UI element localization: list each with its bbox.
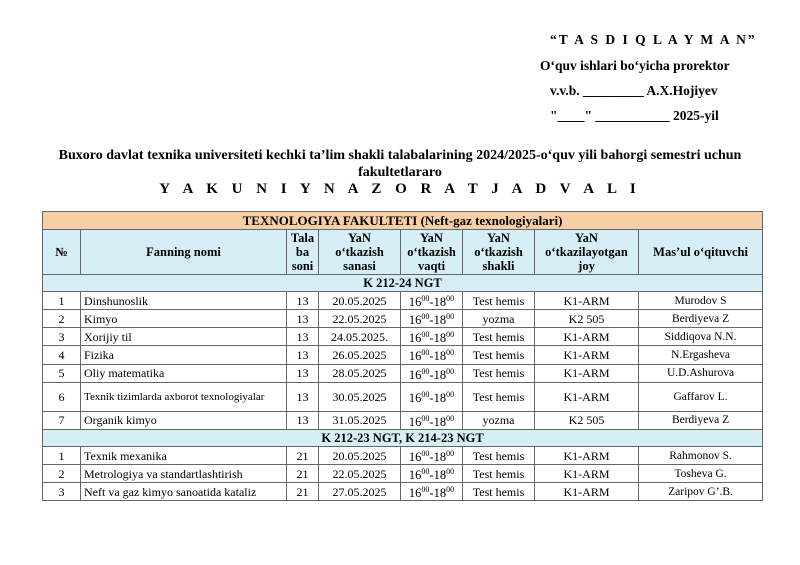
cell-students: 21 [287, 465, 319, 483]
cell-form: Test hemis [463, 364, 535, 382]
approval-role: O‘quv ishlari bo‘yicha prorektor [540, 58, 730, 73]
cell-students: 21 [287, 446, 319, 464]
cell-place: K1-ARM [535, 465, 639, 483]
cell-place: K2 505 [535, 411, 639, 429]
cell-subject: Kimyo [81, 310, 287, 328]
table-row [43, 364, 763, 382]
approval-signature: v.v.b. _________ A.X.Hojiyev [550, 83, 718, 98]
col-num-header: № [43, 230, 81, 275]
col-subject-header: Fanning nomi [81, 230, 287, 275]
cell-students: 13 [287, 364, 319, 382]
cell-subject: Neft va gaz kimyo sanoatida kataliz [81, 483, 287, 501]
approval-title: “T A S D I Q L A Y M A N” [550, 32, 757, 47]
col-place-header: YaN o‘tkazilayotgan joy [535, 230, 639, 275]
cell-teacher: N.Ergasheva [639, 346, 763, 364]
cell-time: $16^{00}-18^{00}$ [401, 483, 463, 501]
cell-subject: Texnik tizimlarda axborot texnologiyalar [81, 382, 287, 411]
cell-teacher: Berdiyeva Z [639, 411, 763, 429]
col-teacher-header: Mas’ul o‘qituvchi [639, 230, 763, 275]
cell-date: 31.05.2025 [319, 411, 401, 429]
cell-time: $16^{00}-18^{00}$ [401, 310, 463, 328]
cell-date: 22.05.2025 [319, 310, 401, 328]
cell-form: yozma [463, 411, 535, 429]
cell-num: 7 [43, 411, 81, 429]
table-row [43, 382, 763, 411]
cell-place: K2 505 [535, 310, 639, 328]
cell-form: Test hemis [463, 446, 535, 464]
table-row [43, 346, 763, 364]
table-row [43, 328, 763, 346]
cell-form: Test hemis [463, 483, 535, 501]
cell-place: K1-ARM [535, 346, 639, 364]
group-row [43, 275, 763, 292]
cell-teacher: Gaffarov L. [639, 382, 763, 411]
cell-time: $16^{00}-18^{00}$ [401, 382, 463, 411]
cell-time: $16^{00}-18^{00}$ [401, 465, 463, 483]
cell-date: 26.05.2025 [319, 346, 401, 364]
cell-time: $16^{00}-18^{00}$ [401, 328, 463, 346]
cell-num: 5 [43, 364, 81, 382]
group-name: K 212-24 NGT [43, 275, 763, 292]
cell-students: 13 [287, 382, 319, 411]
cell-num: 1 [43, 446, 81, 464]
cell-students: 13 [287, 328, 319, 346]
cell-time: $16^{00}-18^{00}$ [401, 446, 463, 464]
cell-date: 22.05.2025 [319, 465, 401, 483]
cell-date: 24.05.2025. [319, 328, 401, 346]
cell-place: K1-ARM [535, 483, 639, 501]
cell-date: 27.05.2025 [319, 483, 401, 501]
cell-form: yozma [463, 310, 535, 328]
cell-teacher: Berdiyeva Z [639, 310, 763, 328]
cell-students: 21 [287, 483, 319, 501]
cell-time: $16^{00}-18^{00}$ [401, 346, 463, 364]
cell-place: K1-ARM [535, 328, 639, 346]
cell-subject: Texnik mexanika [81, 446, 287, 464]
cell-date: 28.05.2025 [319, 364, 401, 382]
table-row [43, 446, 763, 464]
cell-num: 6 [43, 382, 81, 411]
cell-num: 2 [43, 465, 81, 483]
table-row [43, 465, 763, 483]
cell-subject: Dinshunoslik [81, 292, 287, 310]
document-title: Y A K U N I Y N A Z O R A T J A D V A L I [159, 181, 641, 197]
cell-subject: Metrologiya va standartlashtirish [81, 465, 287, 483]
cell-num: 2 [43, 310, 81, 328]
cell-subject: Xorijiy til [81, 328, 287, 346]
cell-date: 20.05.2025 [319, 292, 401, 310]
cell-time: $16^{00}-18^{00}$ [401, 411, 463, 429]
approval-date: "____" ___________ 2025-yil [550, 108, 719, 123]
cell-date: 30.05.2025 [319, 382, 401, 411]
cell-date: 20.05.2025 [319, 446, 401, 464]
cell-teacher: Murodov S [639, 292, 763, 310]
cell-students: 13 [287, 411, 319, 429]
cell-subject: Organik kimyo [81, 411, 287, 429]
cell-students: 13 [287, 292, 319, 310]
table-row [43, 310, 763, 328]
cell-time: $16^{00}-18^{00}$ [401, 292, 463, 310]
cell-subject: Fizika [81, 346, 287, 364]
cell-form: Test hemis [463, 346, 535, 364]
cell-form: Test hemis [463, 292, 535, 310]
document-heading: Buxoro davlat texnika universiteti kechki ta’lim shakli talabalarining 2024/2025-o‘quv yili bahorgi semestri uchun fakultetlararo [58, 148, 742, 180]
table-row [43, 411, 763, 429]
cell-teacher: U.D.Ashurova [639, 364, 763, 382]
col-date-header: YaN o‘tkazish sanasi [319, 230, 401, 275]
cell-num: 1 [43, 292, 81, 310]
table-header [43, 230, 763, 275]
exam-schedule-table [42, 211, 763, 501]
cell-teacher: Rahmonov S. [639, 446, 763, 464]
cell-form: Test hemis [463, 328, 535, 346]
col-students-header: Tala ba soni [287, 230, 319, 275]
cell-teacher: Zaripov G’.B. [639, 483, 763, 501]
cell-teacher: Siddiqova N.N. [639, 328, 763, 346]
cell-subject: Oliy matematika [81, 364, 287, 382]
cell-form: Test hemis [463, 465, 535, 483]
group-row [43, 429, 763, 446]
cell-form: Test hemis [463, 382, 535, 411]
cell-place: K1-ARM [535, 364, 639, 382]
table-row [43, 483, 763, 501]
cell-place: K1-ARM [535, 292, 639, 310]
col-time-header: YaN o‘tkazish vaqti [401, 230, 463, 275]
col-form-header: YaN o‘tkazish shakli [463, 230, 535, 275]
cell-time: $16^{00}-18^{00}$ [401, 364, 463, 382]
faculty-title: TEXNOLOGIYA FAKULTETI (Neft-gaz texnologiyalari) [43, 212, 763, 230]
cell-place: K1-ARM [535, 446, 639, 464]
cell-num: 3 [43, 483, 81, 501]
table-row [43, 292, 763, 310]
cell-num: 4 [43, 346, 81, 364]
cell-place: K1-ARM [535, 382, 639, 411]
group-name: K 212-23 NGT, K 214-23 NGT [43, 429, 763, 446]
cell-students: 13 [287, 346, 319, 364]
cell-students: 13 [287, 310, 319, 328]
cell-teacher: Tosheva G. [639, 465, 763, 483]
cell-num: 3 [43, 328, 81, 346]
